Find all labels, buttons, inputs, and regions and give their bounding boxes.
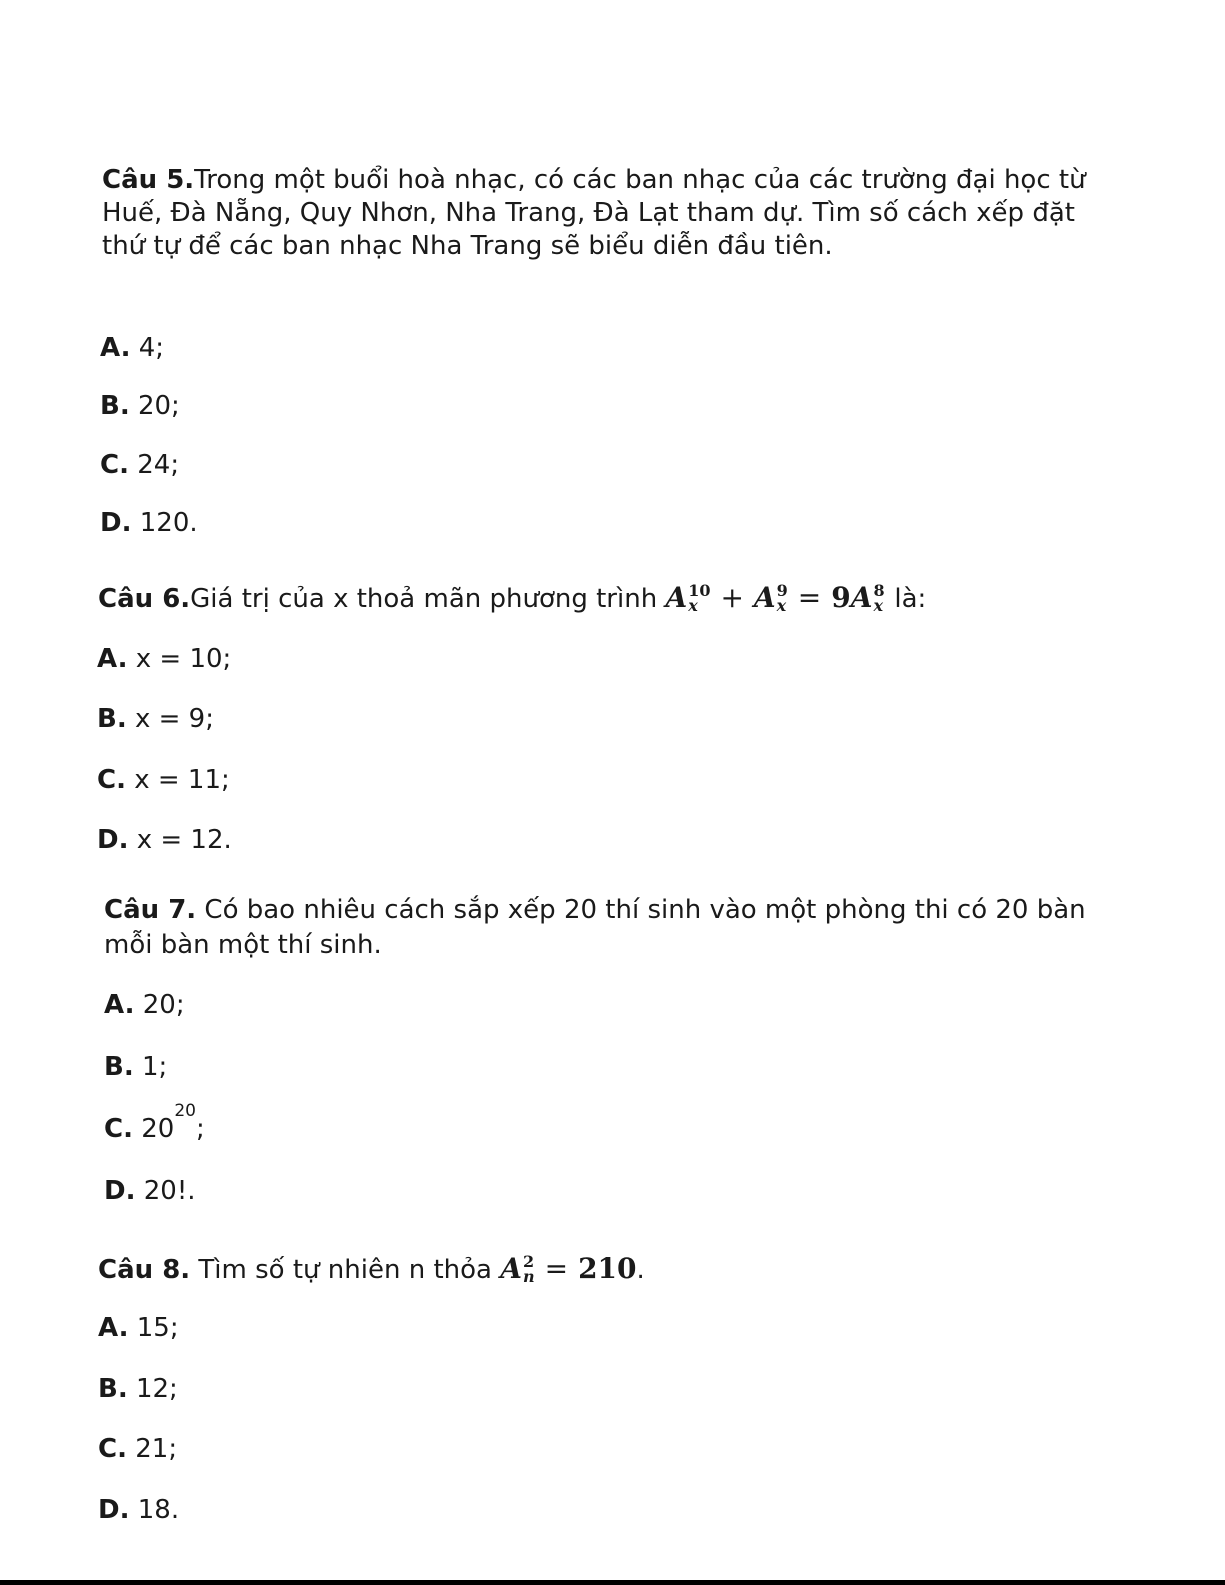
option-text: x = 12. [136,825,232,855]
option-text: 4; [138,333,165,363]
option-label: D. [98,1495,130,1525]
option-label: A. [104,990,135,1020]
page-bottom-border [0,1580,1225,1585]
option-exponent: 20 [174,1101,196,1121]
option-label: B. [97,704,127,734]
option-label: D. [100,508,132,538]
math-sub: x [873,595,884,615]
option-label: C. [97,765,126,795]
option-label: B. [98,1374,128,1404]
option-text: x = 9; [134,704,214,734]
option-label: D. [104,1176,136,1206]
question-7-label: Câu 7. [104,895,197,925]
question-7-option-a[interactable] [104,990,185,1020]
question-6-stem [98,578,1118,619]
option-text: x = 11; [134,765,230,795]
option-text: 24; [137,450,180,480]
option-text: 12; [135,1374,178,1404]
option-label: D. [97,825,129,855]
question-6-suffix: là: [894,584,927,614]
question-8-text: Tìm số tự nhiên n thỏa [198,1255,492,1285]
math-base: A [665,581,688,614]
option-label: C. [100,450,129,480]
question-8-stem [98,1249,1118,1290]
question-8 [98,1249,1118,1290]
option-label: C. [104,1114,133,1144]
question-5-option-a[interactable] [100,333,164,363]
question-7-option-d[interactable] [104,1176,196,1206]
question-6-option-b[interactable] [97,704,214,734]
question-5-stem [102,164,1122,263]
option-text: 20; [142,990,185,1020]
option-base: 20 [141,1114,175,1144]
math-sup: 9 [776,580,788,600]
math-sup: 2 [522,1251,535,1271]
question-7-option-c[interactable] [104,1101,205,1144]
question-5-option-d[interactable] [100,508,198,538]
option-text: 18. [137,1495,180,1525]
question-6 [98,578,1118,619]
question-5-option-c[interactable] [100,450,179,480]
question-7-text: Có bao nhiêu cách sắp xếp 20 thí sinh vào một phòng thi có 20 bàn mỗi bàn một thí sinh. [104,895,1086,960]
math-base: A [850,581,873,614]
question-6-equation [665,581,894,614]
question-6-text: Giá trị của x thoả mãn phương trình [190,584,658,614]
option-text: 15; [136,1313,179,1343]
question-5-text: Trong một buổi hoà nhạc, có các ban nhạc của các trường đại học từ Huế, Đà Nẵng, Quy Nhơn, Nha Trang, Đà Lạt tham dự. Tìm số cách xếp đặt thứ tự để các ban nhạc Nha Trang sẽ biểu diễn đầu tiên. [102,165,1086,261]
math-sub: n [522,1266,535,1286]
math-sub: x [776,595,787,615]
option-text: 21; [135,1434,178,1464]
option-label: A. [100,333,131,363]
question-8-suffix: . [636,1255,645,1285]
question-6-option-d[interactable] [97,825,232,855]
math-base: A [500,1252,522,1285]
option-text: 1; [141,1052,168,1082]
option-text: 20!. [143,1176,196,1206]
math-operator: + [720,581,744,614]
option-label: A. [97,644,128,674]
math-base: A [753,581,776,614]
option-label: C. [98,1434,127,1464]
math-sup: 8 [873,580,885,600]
option-label: B. [104,1052,134,1082]
option-text: 20; [137,391,180,421]
option-text: x = 10; [135,644,232,674]
math-operator: = [797,581,822,614]
math-value: 210 [578,1252,637,1285]
math-sub: x [688,595,698,615]
question-8-label: Câu 8. [98,1255,191,1285]
question-8-option-a[interactable] [98,1313,179,1343]
question-5 [102,164,1122,263]
option-punctuation: ; [195,1114,205,1144]
question-7 [104,893,1124,963]
question-8-option-c[interactable] [98,1434,177,1464]
question-6-option-c[interactable] [97,765,230,795]
option-label: B. [100,391,130,421]
question-8-option-b[interactable] [98,1374,178,1404]
question-7-stem [104,893,1124,963]
question-6-option-a[interactable] [97,644,231,674]
question-8-option-d[interactable] [98,1495,179,1525]
option-text: 120. [139,508,198,538]
question-5-label: Câu 5. [102,165,195,195]
question-7-option-b[interactable] [104,1052,167,1082]
question-5-option-b[interactable] [100,391,180,421]
math-coefficient: 9 [831,581,851,614]
option-label: A. [98,1313,129,1343]
math-operator: = [544,1252,569,1285]
question-6-label: Câu 6. [98,584,191,614]
question-8-equation [500,1252,636,1285]
math-sup: 10 [688,580,711,600]
